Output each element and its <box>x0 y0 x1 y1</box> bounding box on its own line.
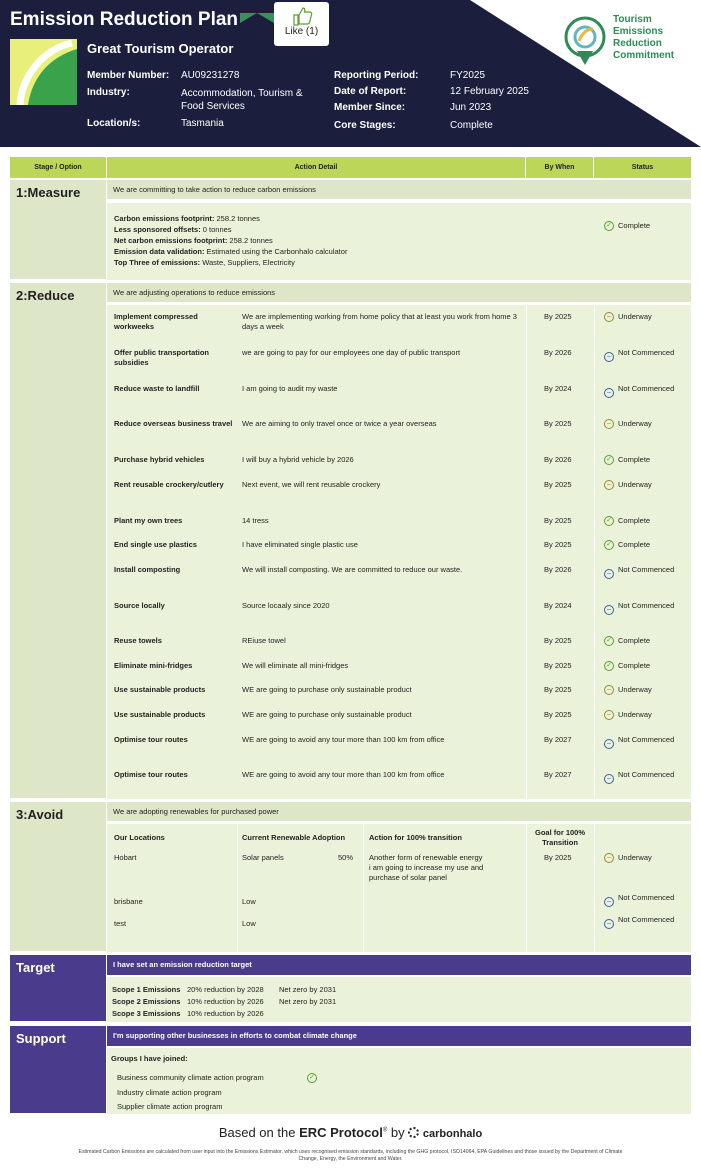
carbonhalo-icon <box>408 1127 419 1138</box>
divider <box>526 824 527 952</box>
action-detail: WE are going to avoid any tour more than 100 km from office <box>242 735 445 744</box>
like-button[interactable] <box>274 2 329 46</box>
measure-line <box>114 235 347 246</box>
action-detail: WE are going to purchase only sustainable product <box>242 710 412 719</box>
org-logo-graphic <box>10 39 77 105</box>
action-option: Reuse towels <box>114 636 162 645</box>
brand-line: Reduction <box>613 38 662 49</box>
scope-reduction: 20% reduction by 2028 <box>187 985 264 994</box>
status-label: Underway <box>618 419 652 428</box>
scope-reduction: 10% reduction by 2026 <box>187 997 264 1006</box>
like-label: Like (1) <box>284 26 319 37</box>
status <box>604 419 684 429</box>
not-commenced-icon: – <box>604 388 614 398</box>
group-item: Supplier climate action program <box>117 1102 223 1111</box>
action-option: Eliminate mini-fridges <box>114 661 193 670</box>
col-action: Action for 100% transition <box>369 833 462 842</box>
page-title: Emission Reduction Plan <box>10 9 239 30</box>
action-when: By 2025 <box>544 312 572 321</box>
action-option: Rent reusable crockery/cutlery <box>114 480 224 489</box>
action-option: Reduce overseas business travel <box>114 419 233 428</box>
member-since: Jun 2023 <box>450 102 492 113</box>
flag-icon <box>240 13 274 23</box>
col-when-header: By When <box>526 157 594 178</box>
action-detail: We will install composting. We are committed to reduce our waste. <box>242 565 463 574</box>
report-header <box>0 0 701 147</box>
not-commenced-icon: – <box>604 569 614 579</box>
status <box>604 540 684 550</box>
action-detail: I am going to audit my waste <box>242 384 338 393</box>
renewable-adoption: Low <box>242 919 256 928</box>
action-option: Install composting <box>114 565 181 574</box>
check-icon: ✓ <box>604 516 614 526</box>
brand-line: Commitment <box>613 50 675 61</box>
industry: Accommodation, Tourism & Food Services <box>181 88 303 112</box>
measure-line-label: Emission data validation: <box>114 247 205 256</box>
status <box>604 312 684 322</box>
status-label: Underway <box>618 312 652 321</box>
brand-line: Tourism <box>613 14 652 25</box>
core-stages: Complete <box>450 120 493 131</box>
action-when: By 2027 <box>544 735 572 744</box>
status <box>604 661 684 671</box>
status-label: Underway <box>618 853 652 862</box>
action-detail: 14 tress <box>242 516 269 525</box>
measure-heading: We are committing to take action to reduce carbon emissions <box>107 180 691 199</box>
action-option: End single use plastics <box>114 540 197 549</box>
status-label: Not Commenced <box>618 770 675 779</box>
renewable-adoption: Low <box>242 897 256 906</box>
adoption-pct: 50% <box>338 853 354 862</box>
action-when: By 2025 <box>544 540 572 549</box>
goal-date: By 2025 <box>544 853 572 862</box>
stage-reduce: 2:Reduce <box>10 283 106 799</box>
status <box>604 384 684 394</box>
status-label: Not Commenced <box>618 601 675 610</box>
status-label: Not Commenced <box>618 384 675 393</box>
status-label: Complete <box>618 516 651 525</box>
underway-icon: – <box>604 312 614 322</box>
group-item: Industry climate action program <box>117 1088 222 1097</box>
measure-lines <box>114 213 347 268</box>
status <box>604 893 684 903</box>
status <box>604 915 684 925</box>
reduce-heading: We are adjusting operations to reduce emissions <box>107 283 691 302</box>
status-label: Not Commenced <box>618 348 675 357</box>
stage-avoid: 3:Avoid <box>10 802 106 952</box>
location: Tasmania <box>181 118 224 129</box>
core-stages-label: Core Stages: <box>334 120 396 131</box>
action-option: Implement compressed workweeks <box>114 312 198 331</box>
divider <box>594 305 595 799</box>
by-text: by <box>390 1125 405 1140</box>
scope-netzero: Net zero by 2031 <box>279 997 337 1006</box>
measure-line <box>114 224 347 235</box>
measure-line-value: 258.2 tonnes <box>227 236 273 245</box>
based-on-text: Based on the <box>218 1125 296 1140</box>
measure-line-value: Estimated using the Carbonhalo calculator <box>204 247 348 256</box>
measure-line <box>114 246 347 257</box>
date-label: Date of Report: <box>334 86 407 97</box>
action-detail: We are implementing working from home policy that at least you work from home 3 days a week <box>242 312 517 331</box>
status-label: Not Commenced <box>618 565 675 574</box>
carbonhalo-logo: carbonhalo <box>422 1128 483 1140</box>
brand-line: Emissions <box>613 26 664 37</box>
action-option: Optimise tour routes <box>114 735 188 744</box>
status-label: Underway <box>618 685 652 694</box>
erc-protocol-logo: ERC Protocol <box>299 1125 383 1140</box>
status <box>604 685 684 695</box>
action-option: Use sustainable products <box>114 710 206 719</box>
divider <box>594 824 595 952</box>
status-label: Complete <box>618 221 651 230</box>
action-detail: REiuse towel <box>242 636 286 645</box>
col-goal: Goal for 100% Transition <box>534 828 586 847</box>
not-commenced-icon: – <box>604 774 614 784</box>
location-name: brisbane <box>114 897 143 906</box>
status <box>604 480 684 490</box>
status-label: Complete <box>618 455 651 464</box>
action-option: Use sustainable products <box>114 685 206 694</box>
measure-line-label: Carbon emissions footprint: <box>114 214 215 223</box>
groups-label: Groups I have joined: <box>111 1054 188 1063</box>
action-detail: Next event, we will rent reusable crockery <box>242 480 381 489</box>
brand-text <box>613 14 674 62</box>
member-number: AU09231278 <box>181 70 240 81</box>
underway-icon: – <box>604 480 614 490</box>
not-commenced-icon: – <box>604 739 614 749</box>
member-number-label: Member Number: <box>87 70 170 81</box>
stage-support: Support <box>10 1026 106 1114</box>
check-icon: ✓ <box>604 221 614 231</box>
avoid-body <box>107 824 691 952</box>
divider <box>237 824 238 952</box>
location-name: test <box>114 919 127 928</box>
divider <box>526 305 527 799</box>
measure-line-label: Less sponsored offsets: <box>114 225 201 234</box>
action-when: By 2025 <box>544 710 572 719</box>
status-label: Underway <box>618 710 652 719</box>
underway-icon: – <box>604 685 614 695</box>
scope-label: Scope 1 Emissions <box>112 985 181 994</box>
check-icon: ✓ <box>307 1073 317 1083</box>
avoid-heading: We are adopting renewables for purchased power <box>107 802 691 821</box>
action-when: By 2024 <box>544 601 572 610</box>
measure-line-value: Waste, Suppliers, Electricity <box>200 258 295 267</box>
status <box>604 770 684 780</box>
status <box>604 735 684 745</box>
underway-icon: – <box>604 419 614 429</box>
action-detail: We are aiming to only travel once or twice a year overseas <box>242 419 437 428</box>
disclaimer: Estimated Carbon Emissions are calculated from user input into the Emissions Estimator, which uses recognised emission standards, including the GHG protocol, ISO14064, EPA Guidelines and those issued by the Department of Climate Change, Energy, the Environment and Water. <box>78 1149 623 1162</box>
action-when: By 2025 <box>544 419 572 428</box>
footer: Based on the ERC Protocol® by carbonhalo <box>218 1125 483 1140</box>
action-option: Source locally <box>114 601 165 610</box>
report-date: 12 February 2025 <box>450 86 529 97</box>
org-logo <box>10 39 77 105</box>
action-when: By 2026 <box>544 455 572 464</box>
location-name: Hobart <box>114 853 137 862</box>
action-option: Reduce waste to landfill <box>114 384 200 393</box>
action-detail: I have eliminated single plastic use <box>242 540 358 549</box>
reporting-period-label: Reporting Period: <box>334 70 419 81</box>
action-detail: I will buy a hybrid vehicle by 2026 <box>242 455 354 464</box>
scope-label: Scope 3 Emissions <box>112 1009 181 1018</box>
action-when: By 2025 <box>544 661 572 670</box>
check-icon: ✓ <box>604 540 614 550</box>
status-label: Not Commenced <box>618 915 675 924</box>
status-label: Complete <box>618 540 651 549</box>
action-detail: WE are going to avoid any tour more than 100 km from office <box>242 770 445 779</box>
renewable-adoption: Solar panels <box>242 853 284 862</box>
not-commenced-icon: – <box>604 897 614 907</box>
location-label: Location/s: <box>87 118 141 129</box>
org-name: Great Tourism Operator <box>87 41 234 56</box>
stage-measure: 1:Measure <box>10 180 106 280</box>
col-locations: Our Locations <box>114 833 165 842</box>
action-when: By 2027 <box>544 770 572 779</box>
col-action-header: Action Detail <box>107 157 526 178</box>
scope-reduction: 10% reduction by 2026 <box>187 1009 264 1018</box>
col-status-header: Status <box>594 157 691 178</box>
action-when: By 2025 <box>544 480 572 489</box>
action-when: By 2026 <box>544 348 572 357</box>
scope-label: Scope 2 Emissions <box>112 997 181 1006</box>
action-when: By 2025 <box>544 636 572 645</box>
support-heading: I'm supporting other businesses in efforts to combat climate change <box>107 1026 691 1046</box>
action-when: By 2025 <box>544 516 572 525</box>
thumbs-up-icon <box>291 6 313 26</box>
not-commenced-icon: – <box>604 605 614 615</box>
action-detail: WE are going to purchase only sustainable product <box>242 685 412 694</box>
action-detail: Source locaaly since 2020 <box>242 601 330 610</box>
action-when: By 2026 <box>544 565 572 574</box>
status <box>604 565 684 575</box>
action-option: Offer public transportation subsidies <box>114 348 210 367</box>
divider <box>363 824 364 952</box>
action-detail: we are going to pay for our employees one day of public transport <box>242 348 461 357</box>
action-detail: We will eliminate all mini-fridges <box>242 661 349 670</box>
status <box>604 455 684 465</box>
check-icon: ✓ <box>604 636 614 646</box>
status <box>604 710 684 720</box>
measure-line <box>114 257 347 268</box>
status <box>604 516 684 526</box>
action-option: Optimise tour routes <box>114 770 188 779</box>
transition-action: Another form of renewable energy i am going to increase my use and purchase of solar panel <box>369 853 484 882</box>
industry-label: Industry: <box>87 87 130 98</box>
status-label: Not Commenced <box>618 893 675 902</box>
col-stage-header: Stage / Option <box>10 157 107 178</box>
action-when: By 2024 <box>544 384 572 393</box>
status <box>604 853 684 863</box>
status-label: Underway <box>618 480 652 489</box>
group-item: Business community climate action program <box>117 1073 264 1082</box>
check-icon: ✓ <box>604 661 614 671</box>
status <box>604 348 684 358</box>
status-label: Complete <box>618 661 651 670</box>
not-commenced-icon: – <box>604 352 614 362</box>
status <box>604 636 684 646</box>
underway-icon: – <box>604 710 614 720</box>
check-icon: ✓ <box>604 455 614 465</box>
member-since-label: Member Since: <box>334 102 406 113</box>
target-heading: I have set an emission reduction target <box>107 955 691 975</box>
reduce-body <box>107 305 691 799</box>
underway-icon: – <box>604 853 614 863</box>
status-label: Complete <box>618 636 651 645</box>
action-option: Purchase hybrid vehicles <box>114 455 205 464</box>
measure-line <box>114 213 347 224</box>
col-adoption: Current Renewable Adoption <box>242 833 346 842</box>
scope-netzero: Net zero by 2031 <box>279 985 337 994</box>
status <box>604 601 684 611</box>
reporting-period: FY2025 <box>450 70 486 81</box>
status-label: Not Commenced <box>618 735 675 744</box>
measure-line-value: 0 tonnes <box>200 225 232 234</box>
measure-line-label: Top Three of emissions: <box>114 258 201 267</box>
not-commenced-icon: – <box>604 919 614 929</box>
stage-target: Target <box>10 955 106 1022</box>
action-when: By 2025 <box>544 685 572 694</box>
measure-line-label: Net carbon emissions footprint: <box>114 236 228 245</box>
measure-line-value: 258.2 tonnes <box>214 214 260 223</box>
action-option: Plant my own trees <box>114 516 183 525</box>
measure-status <box>604 221 650 231</box>
